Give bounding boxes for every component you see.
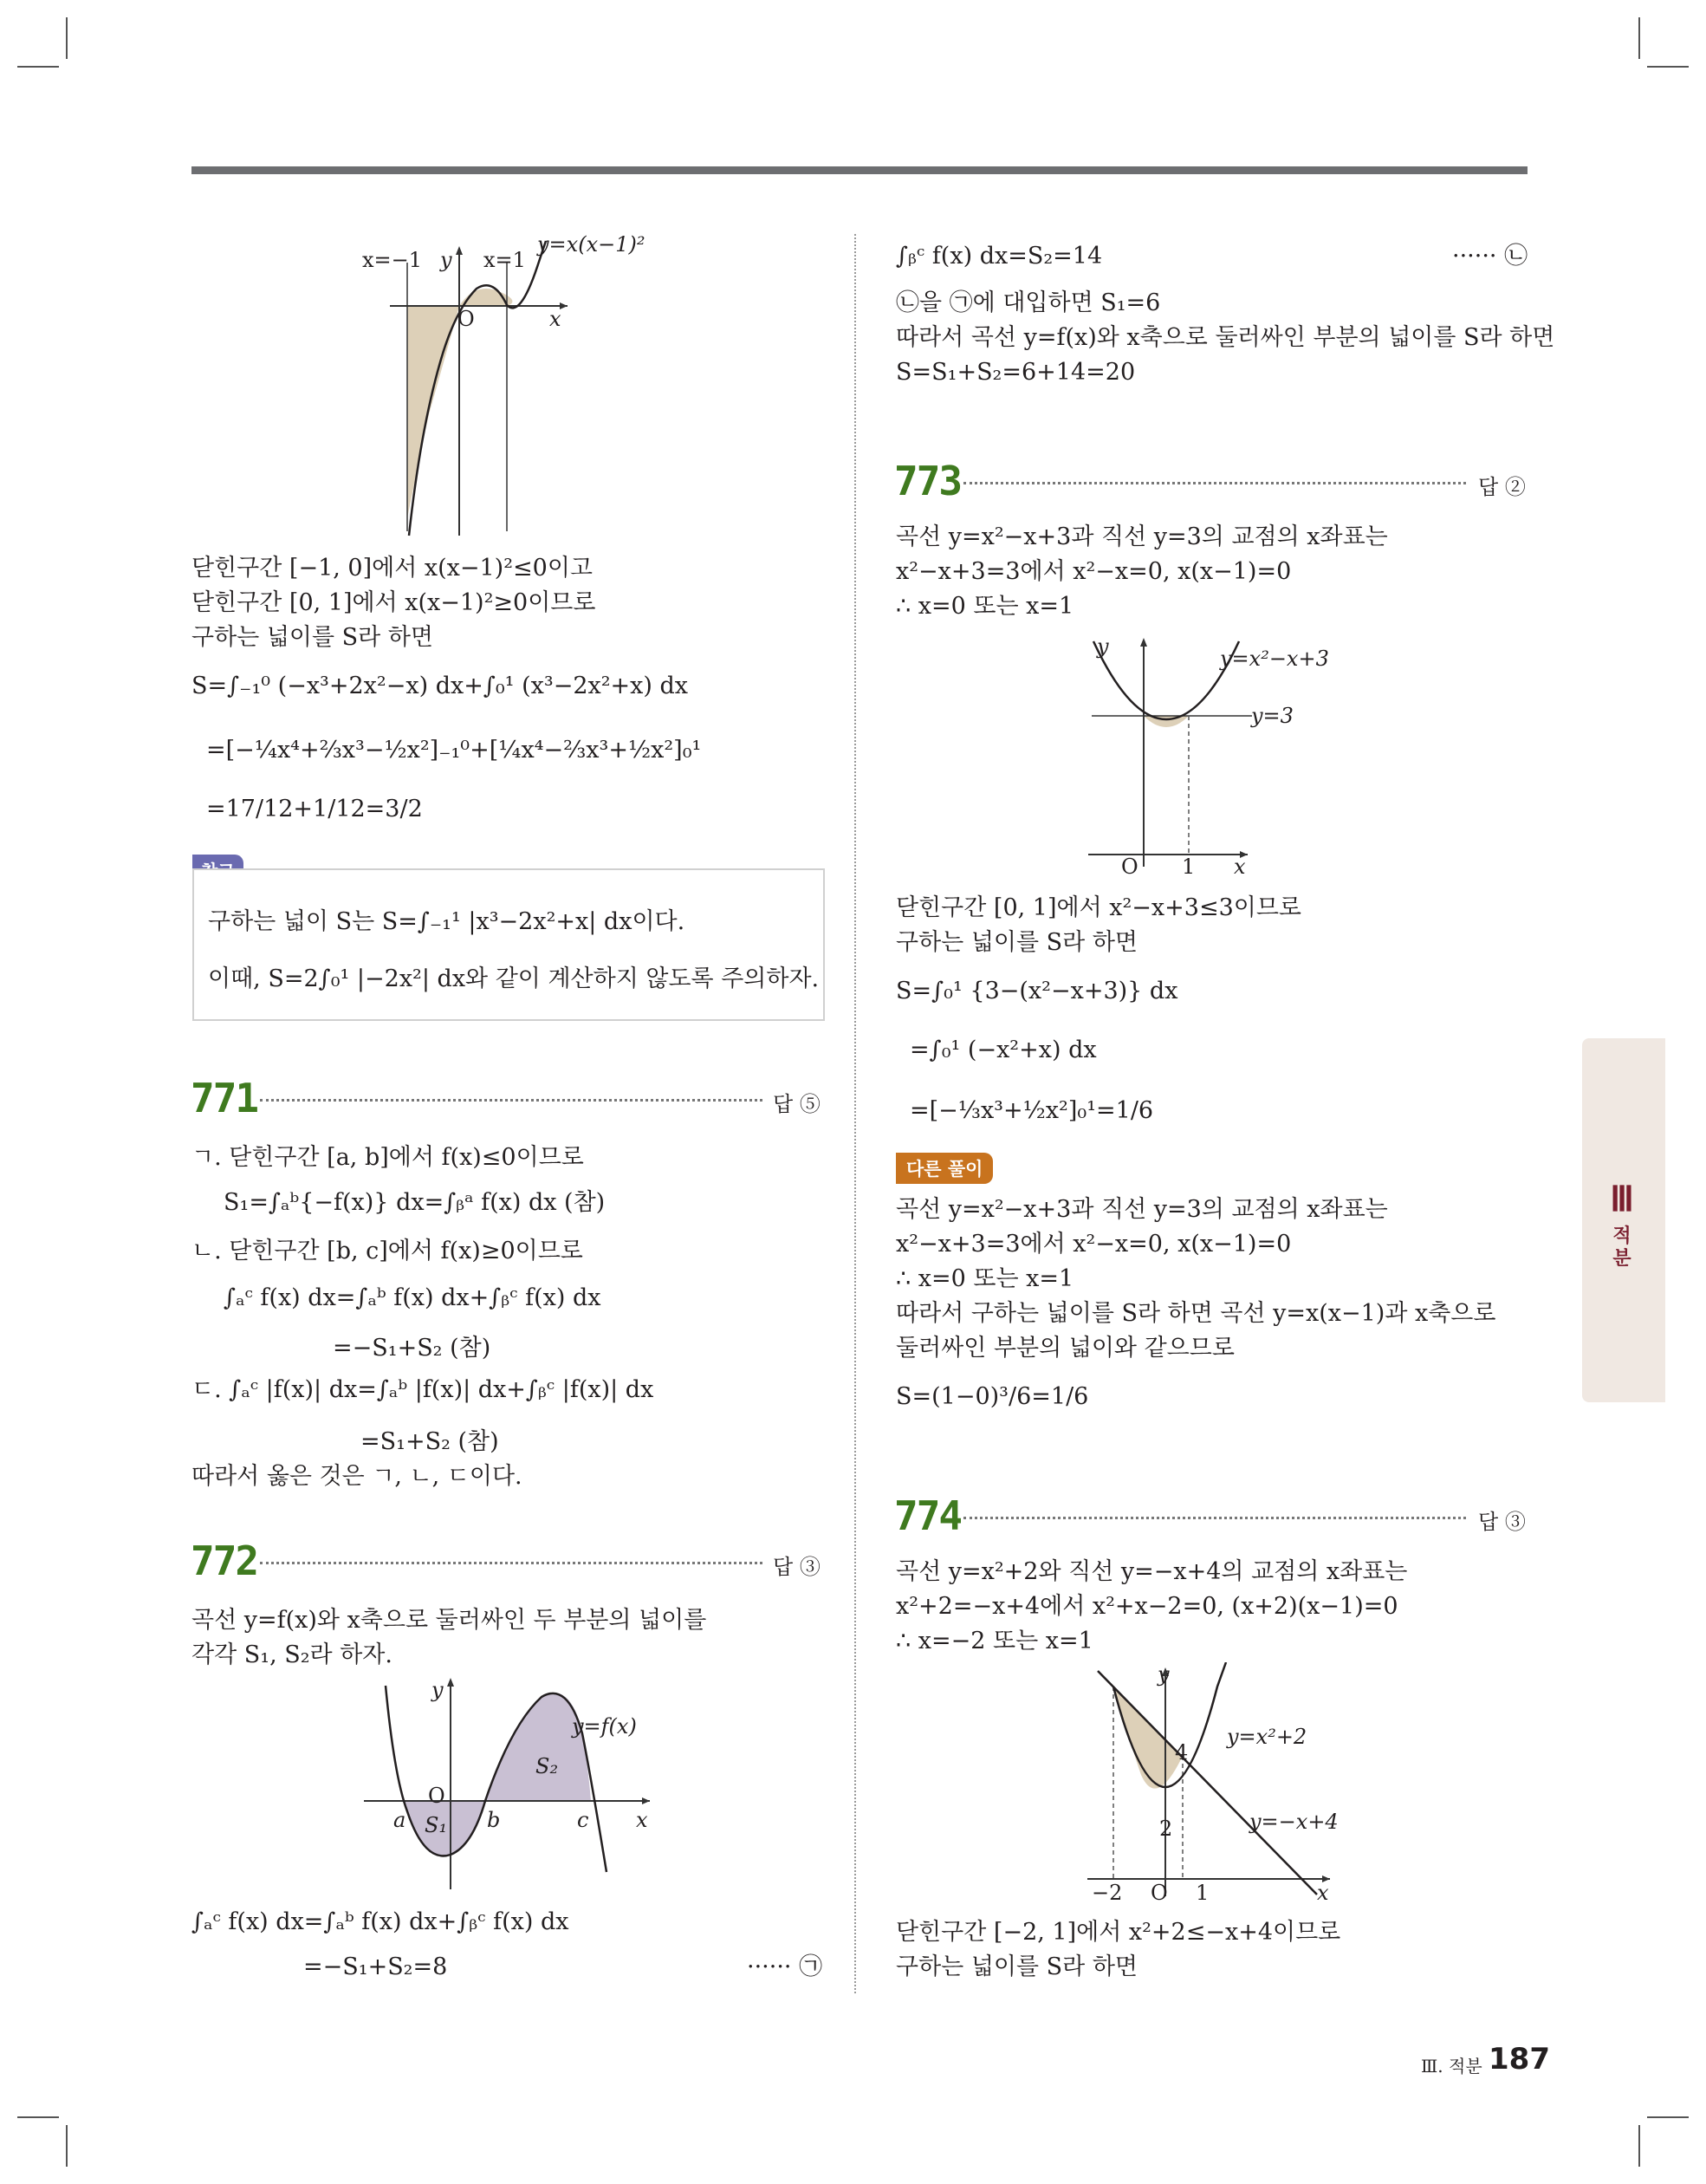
text-line: 구하는 넓이를 S라 하면 (896, 929, 1138, 956)
graph2-label-f: y=f(x) (572, 1714, 637, 1739)
crop-mark (66, 2125, 68, 2167)
dotted-leader (963, 1517, 1466, 1519)
text-line: x²−x+3=3에서 x²−x=0, x(x−1)=0 (896, 1231, 1292, 1258)
text-line: ㄱ. 닫힌구간 [a, b]에서 f(x)≤0이므로 (191, 1144, 584, 1171)
text-line: ∴ x=0 또는 x=1 (896, 1265, 1074, 1292)
graph1-label-y: y (440, 248, 452, 272)
equation: =S₁+S₂ (참) (360, 1428, 499, 1455)
shaded-region (1144, 716, 1189, 727)
problem-number: 771 (191, 1075, 258, 1121)
equation: S=(1−0)³/6=1/6 (896, 1383, 1089, 1410)
equation-marker: ······ ㉠ (747, 1953, 823, 1980)
problem-number: 773 (894, 458, 962, 504)
column-divider (854, 234, 856, 1993)
graph4-label-4: 4 (1175, 1740, 1189, 1765)
graph4-label-curve: y=x²+2 (1227, 1725, 1307, 1749)
graph2-label-a: a (393, 1808, 406, 1832)
graph2-label-c: c (577, 1808, 589, 1832)
dotted-leader (963, 482, 1466, 484)
dotted-leader (260, 1562, 762, 1564)
equation: S₁=∫ₐᵇ{−f(x)} dx=∫ᵦᵃ f(x) dx (참) (224, 1189, 606, 1216)
equation: =−S₁+S₂ (참) (333, 1335, 491, 1362)
graph3-label-x: x (1234, 855, 1246, 879)
equation: ∫ᵦᶜ f(x) dx=S₂=14 (896, 243, 1103, 270)
crop-mark (17, 66, 59, 68)
dotted-leader (260, 1099, 762, 1102)
crop-mark (17, 2116, 59, 2118)
graph2-label-y: y (431, 1678, 444, 1702)
text-line: ∴ x=−2 또는 x=1 (896, 1628, 1093, 1654)
page-number: 187 (1489, 2042, 1550, 2077)
answer-badge: 답 ② (1478, 475, 1526, 499)
text-line: S=S₁+S₂=6+14=20 (896, 359, 1136, 386)
graph3-label-curve: y=x²−x+3 (1220, 647, 1329, 671)
equation: ∫ₐᶜ f(x) dx=∫ₐᵇ f(x) dx+∫ᵦᶜ f(x) dx (191, 1908, 569, 1935)
equation: =[−⅓x³+½x²]₀¹=1/6 (910, 1097, 1154, 1124)
graph4-label-1: 1 (1196, 1881, 1210, 1905)
text-line: 따라서 구하는 넓이를 S라 하면 곡선 y=x(x−1)과 x축으로 (896, 1300, 1496, 1327)
graph4-label-origin: O (1151, 1881, 1168, 1905)
text-line: 곡선 y=x²+2와 직선 y=−x+4의 교점의 x좌표는 (896, 1558, 1408, 1585)
header-rule (191, 166, 1528, 174)
note-line: 이때, S=2∫₀¹ |−2x²| dx와 같이 계산하지 않도록 주의하자. (208, 965, 820, 992)
shaded-s2 (485, 1693, 591, 1801)
graph-fx (355, 1673, 658, 1898)
problem-number: 774 (894, 1492, 962, 1539)
text-line: 따라서 곡선 y=f(x)와 x축으로 둘러싸인 부분의 넓이를 S라 하면 (896, 324, 1555, 351)
graph1-label-xm1: x=−1 (362, 248, 423, 272)
graph-cubic (355, 232, 607, 544)
text-line: x²−x+3=3에서 x²−x=0, x(x−1)=0 (896, 558, 1292, 585)
text-line: 둘러싸인 부분의 넓이와 같으므로 (896, 1335, 1235, 1362)
text-line: 각각 S₁, S₂라 하자. (191, 1641, 392, 1668)
text-line: 구하는 넓이를 S라 하면 (896, 1953, 1138, 1980)
graph1-label-origin: O (457, 307, 475, 331)
crop-mark (1638, 2125, 1640, 2167)
equation: ㄷ. ∫ₐᶜ |f(x)| dx=∫ₐᵇ |f(x)| dx+∫ᵦᶜ |f(x)| dx (191, 1376, 654, 1403)
equation: ∫ₐᶜ f(x) dx=∫ₐᵇ f(x) dx+∫ᵦᶜ f(x) dx (224, 1284, 601, 1311)
problem-number: 772 (191, 1537, 258, 1584)
crop-mark (1647, 2116, 1689, 2118)
text-line: x²+2=−x+4에서 x²+x−2=0, (x+2)(x−1)=0 (896, 1593, 1398, 1620)
text-line: 곡선 y=x²−x+3과 직선 y=3의 교점의 x좌표는 (896, 523, 1388, 550)
crop-mark (1647, 66, 1689, 68)
graph2-label-s1: S₁ (425, 1813, 448, 1837)
parabola-curve (1093, 641, 1239, 719)
graph2-label-origin: O (428, 1784, 445, 1808)
chapter-number: Ⅲ (1610, 1180, 1634, 1219)
graph1-label-x1: x=1 (483, 248, 526, 272)
chapter-side-tab (1582, 1038, 1665, 1402)
text-line: 닫힌구간 [−1, 0]에서 x(x−1)²≤0이고 (191, 555, 593, 582)
text-line: 닫힌구간 [0, 1]에서 x²−x+3≤3이므로 (896, 894, 1301, 921)
equation: =−S₁+S₂=8 (303, 1953, 448, 1980)
text-line: 닫힌구간 [0, 1]에서 x(x−1)²≥0이므로 (191, 589, 596, 616)
graph4-label-line: y=−x+4 (1249, 1810, 1339, 1834)
graph3-label-y: y (1097, 634, 1109, 659)
text-line: ㉡을 ㉠에 대입하면 S₁=6 (896, 289, 1161, 316)
chapter-title-text: 적분 (1612, 1225, 1631, 1270)
equation: =[−¼x⁴+⅔x³−½x²]₋₁⁰+[¼x⁴−⅔x³+½x²]₀¹ (206, 737, 702, 764)
graph1-label-x: x (549, 307, 561, 331)
note-line: 구하는 넓이 S는 S=∫₋₁¹ |x³−2x²+x| dx이다. (208, 908, 685, 935)
text-line: ∴ x=0 또는 x=1 (896, 593, 1074, 620)
crop-mark (1638, 17, 1640, 59)
graph4-label-x: x (1317, 1881, 1329, 1905)
answer-badge: 답 ③ (773, 1555, 821, 1579)
text-line: 곡선 y=x²−x+3과 직선 y=3의 교점의 x좌표는 (896, 1196, 1388, 1223)
graph2-label-s2: S₂ (535, 1754, 559, 1778)
graph4-label-y: y (1158, 1662, 1170, 1687)
equation: S=∫₋₁⁰ (−x³+2x²−x) dx+∫₀¹ (x³−2x²+x) dx (191, 673, 689, 699)
text-line: ㄴ. 닫힌구간 [b, c]에서 f(x)≥0이므로 (191, 1238, 583, 1264)
chapter-title (1599, 1225, 1644, 1271)
shaded-region (1113, 1687, 1183, 1789)
text-line: 따라서 옳은 것은 ㄱ, ㄴ, ㄷ이다. (191, 1463, 522, 1490)
graph3-label-origin: O (1121, 855, 1138, 879)
text-line: 곡선 y=f(x)와 x축으로 둘러싸인 두 부분의 넓이를 (191, 1607, 707, 1634)
note-box (192, 868, 825, 1021)
equation-marker: ······ ㉡ (1452, 243, 1528, 270)
graph2-label-x: x (636, 1808, 648, 1832)
answer-badge: 답 ③ (1478, 1510, 1526, 1534)
graph1-label-curve: y=x(x−1)² (537, 232, 645, 257)
graph3-label-1: 1 (1182, 855, 1196, 879)
crop-mark (66, 17, 68, 59)
footer-section: Ⅲ. 적분 (1421, 2056, 1482, 2077)
equation: S=∫₀¹ {3−(x²−x+3)} dx (896, 978, 1178, 1004)
graph4-label-m2: −2 (1092, 1881, 1123, 1905)
graph3-label-line: y=3 (1251, 704, 1294, 728)
answer-badge: 답 ⑤ (773, 1092, 821, 1116)
graph-parabola-line (1079, 1662, 1339, 1905)
text-line: 닫힌구간 [−2, 1]에서 x²+2≤−x+4이므로 (896, 1919, 1341, 1946)
equation: =17/12+1/12=3/2 (206, 796, 423, 822)
text-line: 구하는 넓이를 S라 하면 (191, 624, 433, 651)
graph4-label-2: 2 (1159, 1817, 1173, 1841)
alt-solution-tag: 다른 풀이 (896, 1153, 993, 1184)
graph2-label-b: b (487, 1808, 501, 1832)
line-curve (1098, 1671, 1317, 1895)
equation: =∫₀¹ (−x²+x) dx (910, 1037, 1097, 1063)
